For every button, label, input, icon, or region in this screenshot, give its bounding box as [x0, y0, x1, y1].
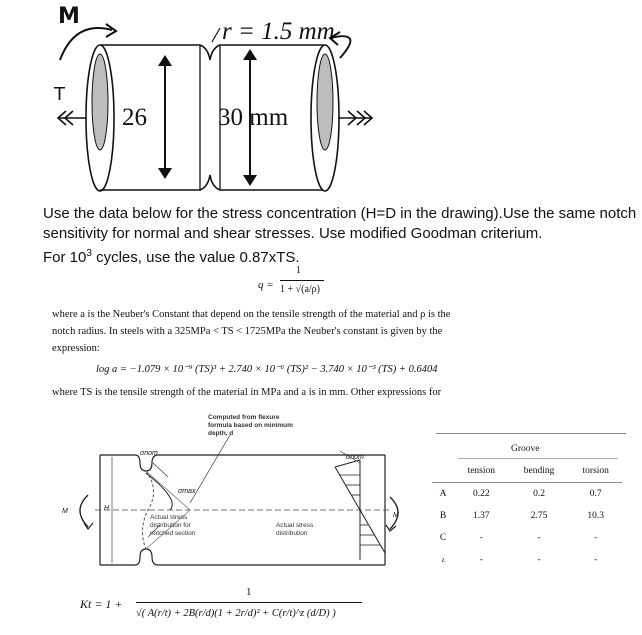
actual-distribution-line-1: Actual stress: [276, 522, 314, 529]
groove-table: [432, 460, 622, 571]
instruction-line-2: sensitivity for normal and shear stresses. Use modified Goodman criterium.: [43, 225, 543, 242]
actual-distribution-label: [276, 522, 313, 538]
cell: 2.75: [530, 511, 548, 521]
kt-formula-lhs: Kt = 1 +: [80, 597, 123, 611]
groove-header-bending: bending: [523, 466, 555, 476]
computed-note-line-2: formula based on minimum: [208, 422, 293, 429]
cell: -: [479, 533, 483, 543]
groove-title-rule: [458, 458, 618, 459]
groove-table-top-rule: [436, 433, 626, 434]
neuber-paragraph: [52, 306, 632, 357]
cell: 1.37: [472, 511, 490, 521]
row-label: B: [439, 511, 447, 521]
table-row: [432, 549, 622, 571]
moment-label: M: [58, 4, 80, 29]
kt-formula-denominator: √( A(r/t) + 2B(r/d)(1 + 2r/d)² + C(r/t)^z (d/D) ): [136, 608, 336, 619]
groove-header-row: [432, 460, 622, 483]
cell: 0.2: [533, 489, 545, 499]
groove-header-torsion: torsion: [582, 466, 609, 476]
neuber-line-2: notch radius. In steels with a 325MPa < TS < 1725MPa the Neuber's constant is given by the: [52, 326, 443, 337]
actual-notched-label: [150, 514, 196, 538]
computed-note: [208, 414, 293, 438]
cell: 0.22: [472, 489, 490, 499]
cell: -: [594, 555, 598, 565]
table-row: [432, 505, 622, 527]
computed-note-line-1: Computed from flexure: [208, 414, 280, 421]
instruction-line-3-pre: For 10: [43, 249, 87, 266]
cell: -: [594, 533, 598, 543]
table-row: [432, 527, 622, 549]
groove-header-tension: tension: [467, 466, 496, 476]
instruction-line-3-post: cycles, use the value 0.87xTS.: [91, 249, 300, 266]
torque-label: T: [54, 84, 65, 105]
actual-distribution-line-2: distribution: [276, 530, 308, 537]
radius-label: r = 1.5 mm: [222, 18, 335, 45]
actual-notched-line-3: notched section: [150, 530, 196, 537]
h-label: H: [104, 505, 110, 512]
log-a-formula: log a = −1.079 × 10⁻⁹ (TS)³ + 2.740 × 10⁻⁶ (TS)² − 3.740 × 10⁻³ (TS) + 0.6404: [96, 364, 438, 375]
cell: -: [537, 533, 541, 543]
instruction-line-3: [43, 244, 638, 268]
row-label: z: [441, 556, 445, 564]
q-formula-lhs: q =: [258, 279, 274, 291]
cell: -: [537, 555, 541, 565]
sigma-max: σmax: [178, 488, 196, 495]
kt-fraction-bar: [136, 602, 362, 603]
row-label: C: [439, 533, 447, 543]
moment-left-label: M: [62, 508, 68, 515]
instruction-line-3-sup: 3: [86, 248, 92, 259]
actual-notched-line-2: distribution for: [150, 522, 191, 529]
row-label: A: [439, 489, 447, 499]
cell: 10.3: [587, 511, 605, 521]
cell: 0.7: [589, 489, 602, 499]
large-diameter-label: 30 mm: [218, 104, 289, 131]
q-formula-numerator: 1: [296, 265, 301, 276]
groove-title: Groove: [511, 444, 540, 454]
small-diameter-label: 26: [122, 104, 147, 131]
groove-header-blank: [432, 460, 454, 483]
neuber-line-3: expression:: [52, 343, 100, 354]
computed-note-line-3: depth, d: [208, 430, 234, 437]
sigma-nom-right: σnom: [346, 454, 364, 461]
ts-note: where TS is the tensile strength of the material in MPa and a is in mm. Other expressions for: [52, 387, 442, 398]
q-fraction-bar: [280, 280, 324, 281]
kt-formula-numerator: 1: [246, 586, 252, 598]
neuber-line-1: where a is the Neuber's Constant that depend on the tensile strength of the material and ρ is the: [52, 309, 451, 320]
instructions: [43, 204, 638, 268]
cell: -: [479, 555, 483, 565]
moment-right-label: M: [393, 512, 399, 519]
table-row: [432, 483, 622, 506]
instruction-line-1: Use the data below for the stress concentration (H=D in the drawing).Use the same notch: [43, 205, 637, 222]
actual-notched-line-1: Actual stress: [150, 514, 188, 521]
q-formula-denominator: 1 + √(a/ρ): [280, 284, 320, 295]
sigma-nom-left: σnom: [140, 450, 158, 457]
